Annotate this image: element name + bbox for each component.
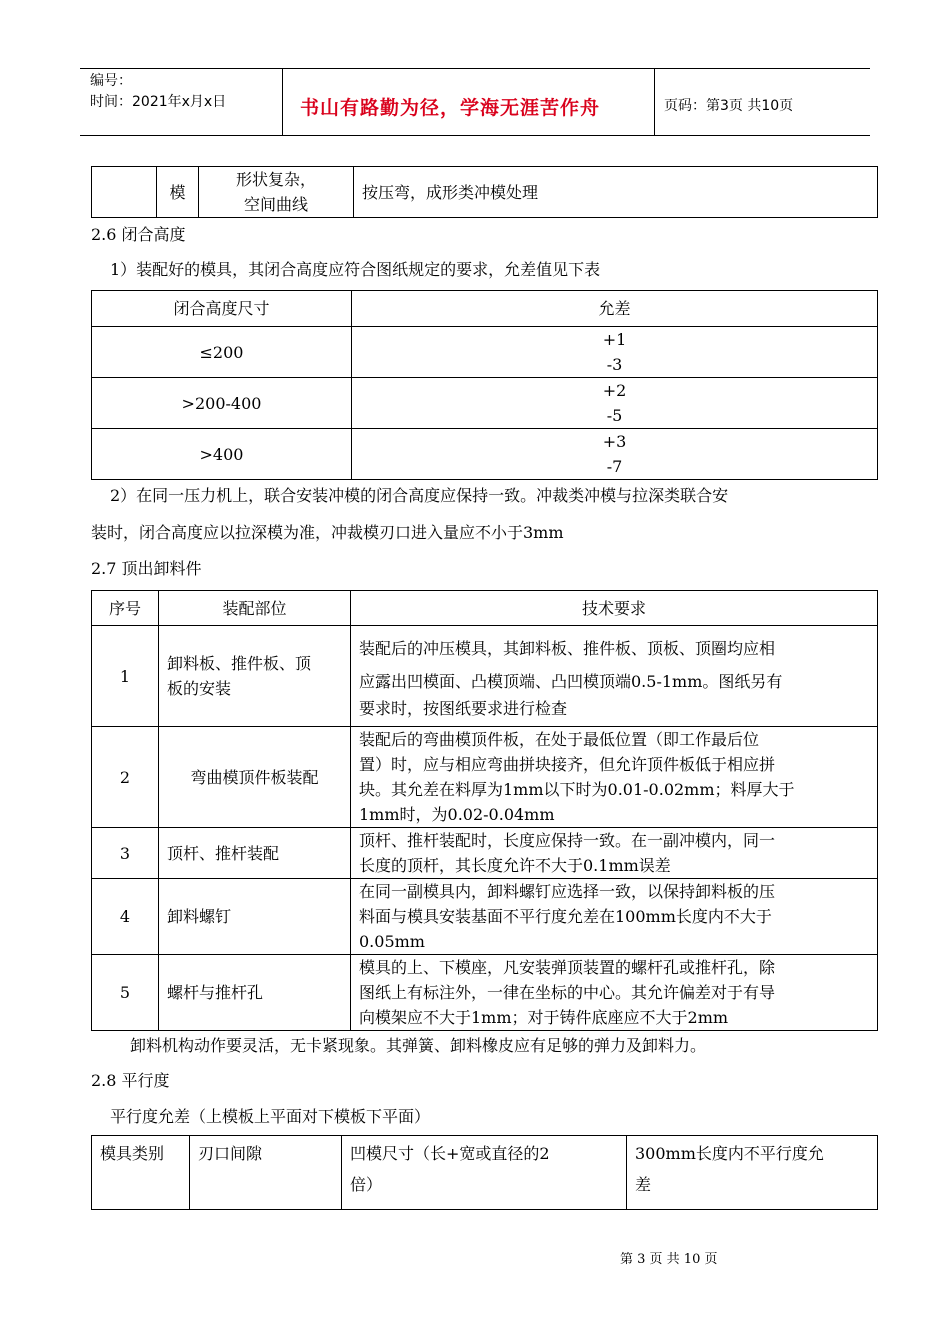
part-line: 顶杆、推杆装配 [167, 843, 280, 863]
ejector-no: 5 [92, 955, 159, 1031]
continued-table [91, 166, 878, 218]
parallelism-header-die-size [342, 1136, 627, 1210]
parallelism-table [91, 1135, 878, 1210]
req-line: 要求时，按图纸要求进行检查 [359, 699, 568, 718]
tolerance-line-1: 300mm长度内不平行度允 [635, 1144, 824, 1163]
table-row [92, 828, 878, 879]
part-line: 卸料螺钉 [167, 907, 232, 926]
req-line: 应露出凹模面、凸模顶端、凸凹模顶端0.5-1mm。图纸另有 [359, 672, 783, 691]
closed-height-table [91, 290, 878, 480]
continued-cell-category: 模 [157, 167, 199, 218]
ejector-part [159, 828, 351, 879]
ejector-no: 2 [92, 727, 159, 828]
sec26-para1: 1）装配好的模具，其闭合高度应符合图纸规定的要求，允差值见下表 [110, 260, 601, 279]
table-row [92, 429, 878, 480]
table-row [92, 727, 878, 828]
ejector-requirement [351, 879, 878, 955]
req-line: 图纸上有标注外，一律在坐标的中心。其允许偏差对于有导 [359, 983, 776, 1002]
closed-height-size: ≤200 [92, 327, 352, 378]
header-number-label: 编号： [90, 73, 132, 89]
part-line: 卸料板、推件板、顶 [167, 654, 312, 673]
tolerance-minus: -5 [606, 406, 623, 425]
continued-cell-empty [92, 167, 157, 218]
table-row [92, 955, 878, 1031]
header-motto: 书山有路勤为径，学海无涯苦作舟 [300, 97, 601, 119]
section-heading-2-8: 2.8 平行度 [91, 1071, 170, 1090]
closed-height-header-tolerance: 允差 [352, 291, 878, 327]
parallelism-header-category: 模具类别 [92, 1136, 190, 1210]
ejector-no: 1 [92, 626, 159, 727]
shape-line-1: 形状复杂， [235, 170, 316, 189]
sec28-para1: 平行度允差（上模板上平面对下模板下平面） [110, 1107, 431, 1126]
req-line: 料面与模具安装基面不平行度允差在100mm长度内不大于 [359, 907, 772, 926]
ejector-no: 3 [92, 828, 159, 879]
req-line: 装配后的冲压模具，其卸料板、推件板、顶板、顶圈均应相 [359, 639, 776, 658]
ejector-part [159, 727, 351, 828]
part-line: 螺杆与推杆孔 [167, 983, 264, 1002]
sec26-para2-line1: 2）在同一压力机上，联合安装冲模的闭合高度应保持一致。冲裁类冲模与拉深类联合安 [110, 486, 729, 505]
tolerance-line-2: 差 [635, 1175, 652, 1194]
tolerance-plus: +3 [602, 432, 627, 451]
table-row [92, 378, 878, 429]
header-top-line [80, 68, 870, 69]
closed-height-tolerance [352, 378, 878, 429]
req-line: 向模架应不大于1mm；对于铸件底座应不大于2mm [359, 1008, 729, 1027]
ejector-part [159, 879, 351, 955]
closed-height-size: >400 [92, 429, 352, 480]
sec26-para2-line2: 装时，闭合高度应以拉深模为准，冲裁模刃口进入量应不小于3mm [91, 523, 564, 542]
part-line: 板的安装 [167, 679, 232, 698]
ejector-part [159, 626, 351, 727]
header-page-info: 页码：第3页 共10页 [664, 98, 794, 114]
tolerance-minus: -3 [606, 355, 623, 374]
die-size-line-2: 倍） [350, 1175, 383, 1194]
req-line: 长度的顶杆，其长度允许不大于0.1mm误差 [359, 856, 671, 875]
ejector-requirement [351, 626, 878, 727]
ejector-part [159, 955, 351, 1031]
section-heading-2-7: 2.7 顶出卸料件 [91, 559, 202, 578]
ejector-table [91, 590, 878, 1031]
req-line: 顶杆、推杆装配时，长度应保持一致。在一副冲模内，同一 [359, 831, 776, 850]
ejector-header-no: 序号 [92, 591, 159, 626]
sec27-note: 卸料机构动作要灵活，无卡紧现象。其弹簧、卸料橡皮应有足够的弹力及卸料力。 [130, 1036, 707, 1055]
ejector-requirement [351, 955, 878, 1031]
req-line: 块。其允差在料厚为1mm以下时为0.01-0.02mm；料厚大于 [359, 780, 795, 799]
continued-cell-treatment: 按压弯，成形类冲模处理 [354, 167, 878, 218]
die-size-line-1: 凹模尺寸（长+宽或直径的2 [350, 1144, 550, 1163]
section-heading-2-6: 2.6 闭合高度 [91, 225, 186, 244]
table-row [92, 626, 878, 727]
header-time-label: 时间：2021年x月x日 [90, 94, 227, 110]
header-divider-2 [654, 68, 655, 136]
closed-height-tolerance [352, 429, 878, 480]
table-row [92, 879, 878, 955]
req-line: 在同一副模具内，卸料螺钉应选择一致，以保持卸料板的压 [359, 882, 776, 901]
closed-height-size: >200-400 [92, 378, 352, 429]
req-line: 置）时，应与相应弯曲拼块接齐，但允许顶件板低于相应拼 [359, 755, 776, 774]
continued-cell-shape [199, 167, 354, 218]
page-footer: 第 3 页 共 10 页 [620, 1252, 718, 1267]
ejector-header-requirement: 技术要求 [351, 591, 878, 626]
req-line: 1mm时，为0.02-0.04mm [359, 805, 555, 824]
tolerance-plus: +2 [602, 381, 627, 400]
req-line: 0.05mm [359, 932, 425, 951]
shape-line-2: 空间曲线 [243, 195, 308, 214]
header-bottom-line [80, 135, 870, 136]
header-divider-1 [282, 68, 283, 136]
tolerance-minus: -7 [606, 457, 623, 476]
table-row [92, 327, 878, 378]
ejector-requirement [351, 828, 878, 879]
parallelism-header-tolerance [627, 1136, 878, 1210]
ejector-requirement [351, 727, 878, 828]
closed-height-header-size: 闭合高度尺寸 [92, 291, 352, 327]
part-line: 弯曲模顶件板装配 [190, 767, 319, 787]
req-line: 装配后的弯曲模顶件板，在处于最低位置（即工作最后位 [359, 730, 760, 749]
tolerance-plus: +1 [602, 330, 627, 349]
req-line: 模具的上、下模座，凡安装弹顶装置的螺杆孔或推杆孔，除 [359, 958, 776, 977]
ejector-no: 4 [92, 879, 159, 955]
parallelism-header-clearance: 刃口间隙 [190, 1136, 342, 1210]
closed-height-tolerance [352, 327, 878, 378]
ejector-header-part: 装配部位 [159, 591, 351, 626]
